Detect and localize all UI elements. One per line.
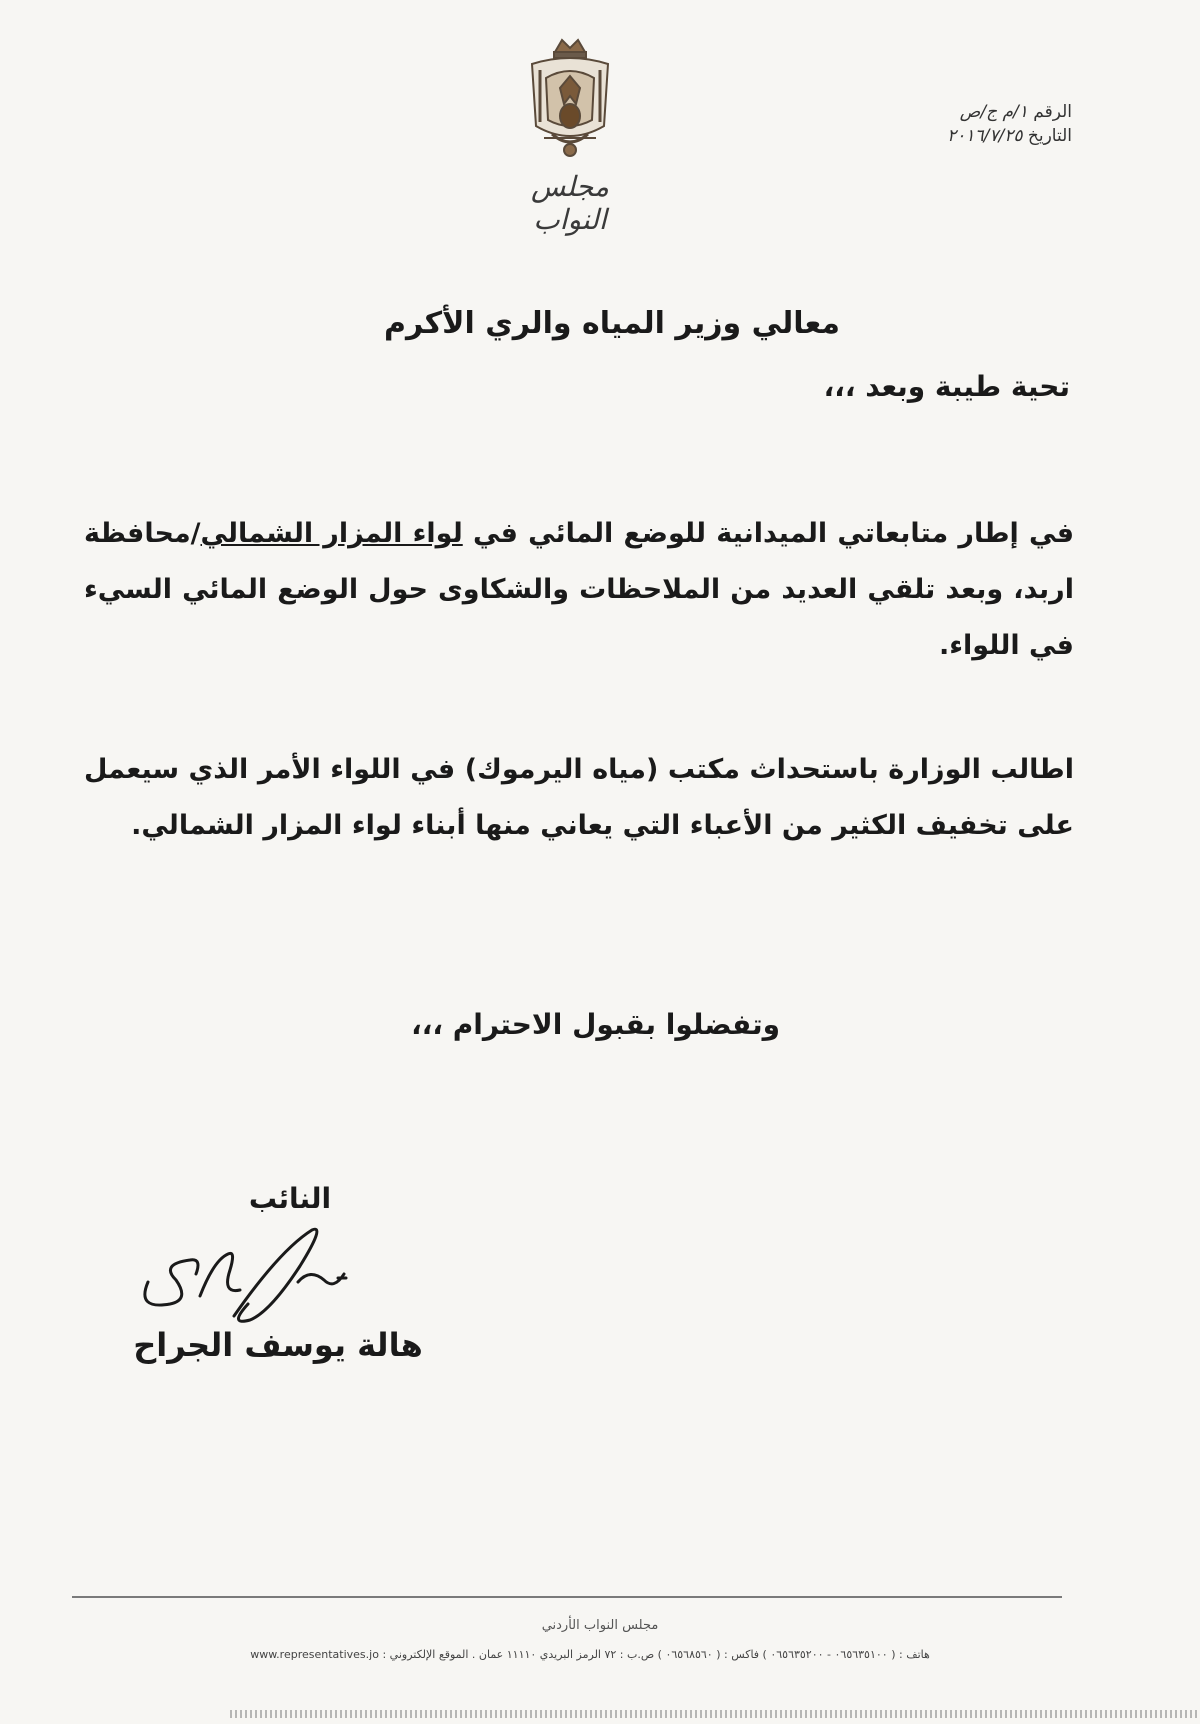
handwritten-signature — [130, 1220, 390, 1330]
letter-addressee: معالي وزير المياه والري الأكرم — [384, 306, 840, 341]
reference-block — [852, 100, 1072, 148]
signature-title: النائب — [248, 1182, 332, 1215]
date-label: التاريخ — [1027, 126, 1072, 146]
signatory-name: هالة يوسف الجراح — [133, 1326, 423, 1364]
footer-contact-details: هاتف : ( ٠٦٥٦٣٥١٠٠ - ٠٦٥٦٣٥٢٠٠ ) فاكس : ( ٠٦٥٦٨٥٦٠ ) ص.ب : ٧٢ الرمز البريدي ١١١١٠ عمان . الموقع الإلكتروني : www.representatives.jo — [250, 1648, 930, 1661]
parliament-name: مجلس النواب — [530, 170, 610, 236]
footer-organization: مجلس النواب الأردني — [541, 1618, 659, 1633]
letter-closing: وتفضلوا بقبول الاحترام ،،، — [411, 1008, 780, 1041]
reference-value: ١/م ج/ص — [959, 102, 1028, 122]
royal-crest-emblem — [520, 34, 620, 164]
paragraph-1-end: /محافظة اربد، وبعد تلقي العديد من الملاحظات والشكاوى حول الوضع المائي السيء في اللواء. — [84, 518, 1074, 661]
date-value: ٢٠١٦/٧/٢٥ — [947, 126, 1023, 146]
letter-paragraph-2: اطالب الوزارة باستحداث مكتب (مياه اليرموك) في اللواء الأمر الذي سيعمل على تخفيف الكثير من الأعباء التي يعاني منها أبناء لواء المزار الشمالي. — [84, 754, 1074, 841]
reference-label: الرقم — [1033, 102, 1072, 122]
paragraph-1-start: في إطار متابعاتي الميدانية للوضع المائي في — [462, 518, 1075, 549]
letter-paragraph-1 — [84, 506, 1074, 674]
letter-greeting: تحية طيبة وبعد ،،، — [823, 370, 1070, 403]
paragraph-1-underlined-district: لواء المزار الشمالي — [200, 518, 463, 549]
scan-edge — [230, 1710, 1200, 1718]
footer-divider — [72, 1596, 1062, 1598]
reference-date — [852, 124, 1072, 148]
reference-number — [852, 100, 1072, 124]
